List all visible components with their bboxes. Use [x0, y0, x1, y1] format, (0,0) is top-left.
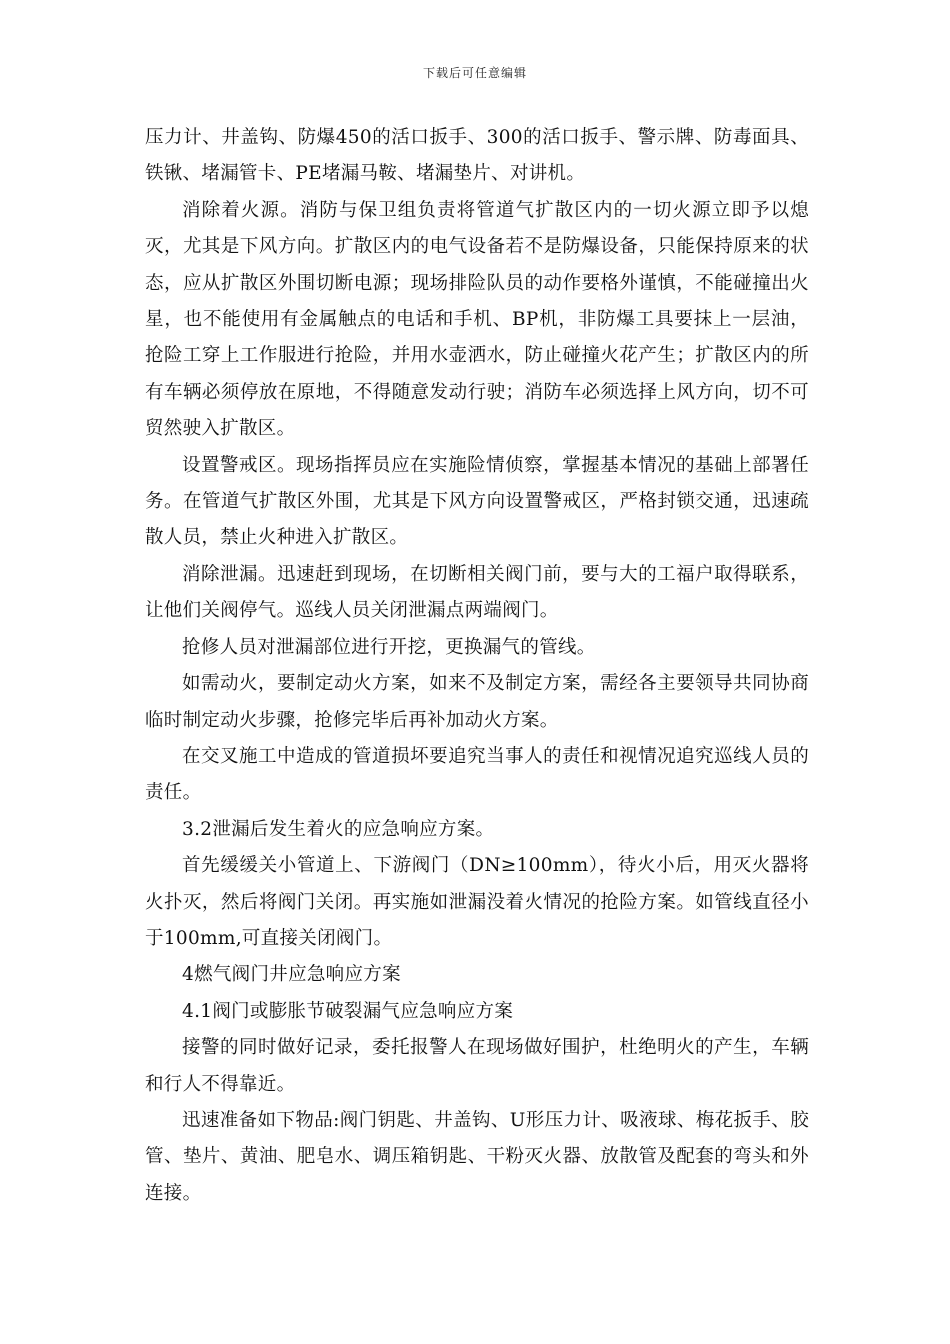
section-heading: 3.2泄漏后发生着火的应急响应方案。 — [182, 818, 495, 840]
paragraph: 在交叉施工中造成的管道损坏要追究当事人的责任和视情况追究巡线人员的责任。 — [145, 745, 809, 804]
paragraph: 迅速准备如下物品:阀门钥匙、井盖钩、U形压力计、吸液球、梅花扳手、胶管、垫片、黄油、肥皂水、调压箱钥匙、干粉灭火器、放散管及配套的弯头和外连接。 — [145, 1109, 809, 1204]
section-heading: 4燃气阀门井应急响应方案 — [182, 964, 401, 986]
page-header: 下载后可任意编辑 — [422, 66, 527, 80]
paragraph: 压力计、井盖钩、防爆450的活口扳手、300的活口扳手、警示牌、防毒面具、铁锹、堵漏管卡、PE堵漏马鞍、堵漏垫片、对讲机。 — [145, 127, 809, 185]
paragraph: 首先缓缓关小管道上、下游阀门（DN≥100mm），待火小后，用灭火器将火扑灭，然后将阀门关闭。再实施如泄漏没着火情况的抢险方案。如管线直径小于100mm,可直接关闭阀门。 — [145, 855, 809, 949]
paragraph: 消除泄漏。迅速赶到现场，在切断相关阀门前，要与大的工福户取得联系，让他们关阀停气。巡线人员关闭泄漏点两端阀门。 — [145, 563, 809, 622]
paragraph: 设置警戒区。现场指挥员应在实施险情侦察，掌握基本情况的基础上部署任务。在管道气扩散区外围，尤其是下风方向设置警戒区，严格封锁交通，迅速疏散人员，禁止火种进入扩散区。 — [145, 454, 809, 549]
document-body — [145, 120, 809, 1212]
paragraph: 抢修人员对泄漏部位进行开挖，更换漏气的管线。 — [182, 636, 596, 658]
paragraph: 接警的同时做好记录，委托报警人在现场做好围护，杜绝明火的产生，车辆和行人不得靠近。 — [145, 1037, 809, 1095]
paragraph: 如需动火，要制定动火方案，如来不及制定方案，需经各主要领导共同协商临时制定动火步骤，抢修完毕后再补加动火方案。 — [145, 673, 809, 731]
paragraph: 消除着火源。消防与保卫组负责将管道气扩散区内的一切火源立即予以熄灭，尤其是下风方向。扩散区内的电气设备若不是防爆设备，只能保持原来的状态，应从扩散区外围切断电源；现场排险队员的动作要格外谨慎，不能碰撞出火星，也不能使用有金属触点的电话和手机、BP机，非防爆工具要抹上一层油，抢险工穿上工作服进行抢险，并用水壶洒水，防止碰撞火花产生；扩散区内的所有车辆必须停放在原地，不得随意发动行驶；消防车必须选择上风方向，切不可贸然驶入扩散区。 — [145, 199, 809, 440]
section-heading: 4.1阀门或膨胀节破裂漏气应急响应方案 — [182, 1000, 514, 1022]
